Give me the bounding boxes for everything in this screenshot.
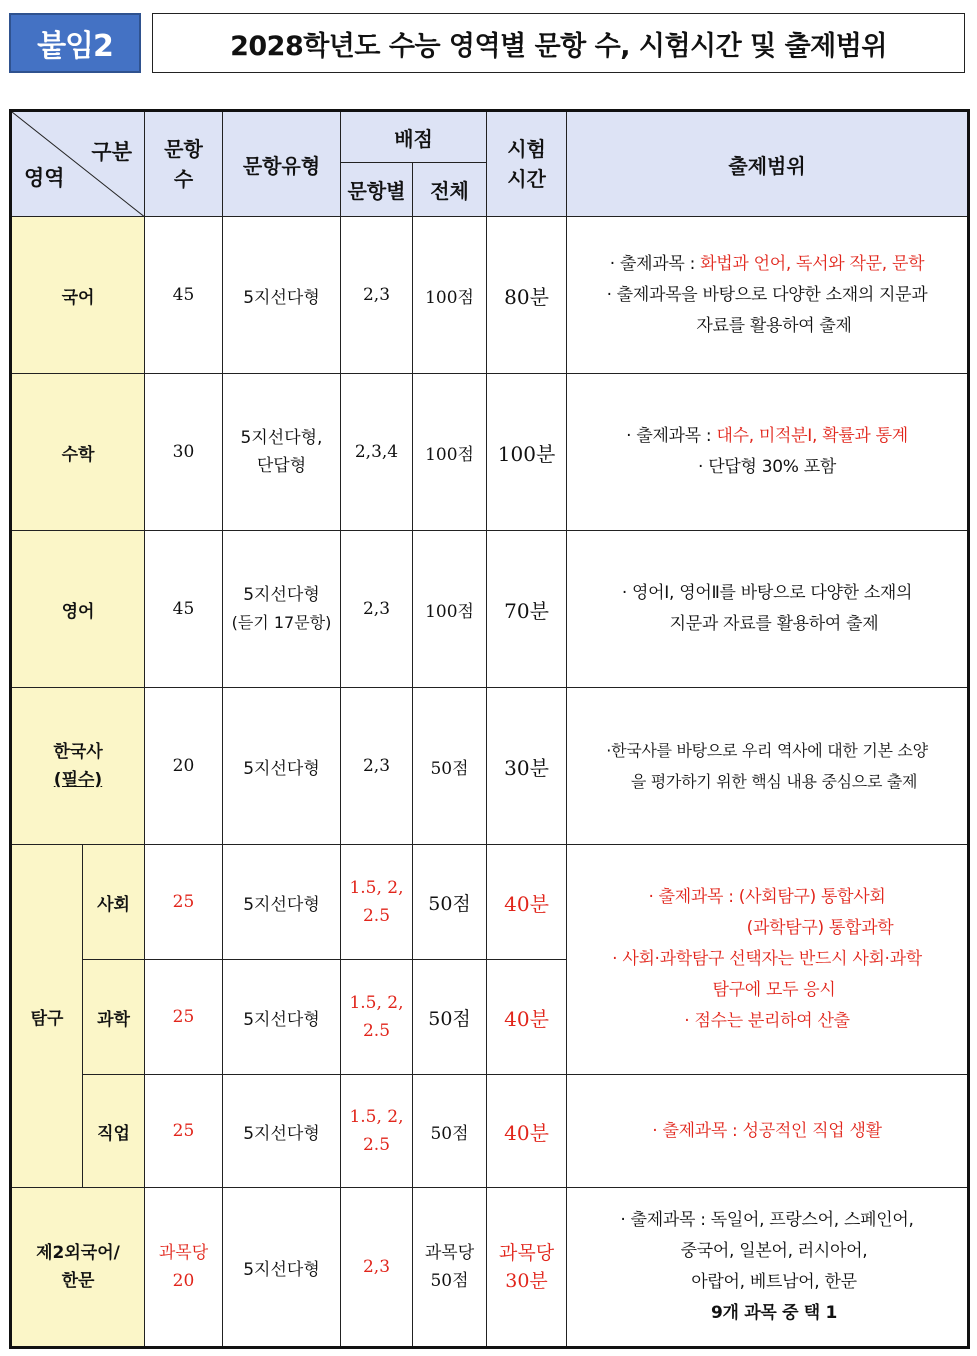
sub-area-vocational: 직업 bbox=[83, 1075, 145, 1188]
score-item-cell: 2,3 bbox=[341, 1188, 413, 1348]
table-row bbox=[11, 374, 969, 531]
area-english: 영어 bbox=[11, 531, 145, 688]
range-cell bbox=[567, 531, 969, 688]
header-range: 출제범위 bbox=[567, 111, 969, 217]
score-text: 1.5, 2, bbox=[349, 878, 404, 898]
header-count: 문항 수 bbox=[145, 111, 223, 217]
range-text: 9개 과목 중 택 1 bbox=[710, 1303, 838, 1323]
area-math: 수학 bbox=[11, 374, 145, 531]
area-inquiry: 탐구 bbox=[11, 845, 83, 1188]
area-required-label: (필수) bbox=[53, 770, 103, 790]
range-text: 탐구에 모두 응시 bbox=[712, 980, 836, 1000]
table-row bbox=[11, 217, 969, 374]
time-cell: 80분 bbox=[487, 217, 567, 374]
type-cell: 5지선다형 bbox=[223, 688, 341, 845]
range-text: 지문과 자료를 활용하여 출제 bbox=[669, 614, 879, 634]
table-row bbox=[11, 688, 969, 845]
range-text: · 출제과목 : bbox=[609, 253, 701, 274]
header-time: 시험 시간 bbox=[487, 111, 567, 217]
corner-label-category: 구분 bbox=[91, 140, 132, 164]
time-cell: 100분 bbox=[487, 374, 567, 531]
score-text: 1.5, 2, bbox=[349, 993, 404, 1013]
type-cell: 5지선다형 bbox=[223, 1075, 341, 1188]
range-cell bbox=[567, 217, 969, 374]
header-score-total: 전체 bbox=[413, 163, 487, 217]
score-text: 2.5 bbox=[362, 1135, 391, 1155]
time-text: 30분 bbox=[505, 1270, 548, 1292]
range-text: · 단답형 30% 포함 bbox=[698, 457, 836, 477]
table-row bbox=[11, 845, 969, 960]
area-label: 한국사 bbox=[53, 742, 103, 762]
range-text: · 출제과목을 바탕으로 다양한 소재의 지문과 bbox=[606, 284, 928, 305]
range-cell bbox=[567, 374, 969, 531]
count-cell: 45 bbox=[145, 531, 223, 688]
range-cell bbox=[567, 845, 969, 1075]
score-total-cell: 50점 bbox=[413, 1075, 487, 1188]
area-foreign-language bbox=[11, 1188, 145, 1348]
count-cell: 25 bbox=[145, 960, 223, 1075]
time-text: 과목당 bbox=[498, 1242, 555, 1264]
range-text: 아랍어, 베트남어, 한문 bbox=[691, 1272, 857, 1292]
range-text: ·한국사를 바탕으로 우리 역사에 대한 기본 소양 bbox=[606, 741, 928, 760]
type-cell bbox=[223, 531, 341, 688]
score-text: 과목당 bbox=[424, 1243, 475, 1263]
time-cell: 40분 bbox=[487, 960, 567, 1075]
score-text: 50점 bbox=[430, 1271, 469, 1291]
area-label: 제2외국어/ bbox=[36, 1243, 120, 1263]
range-text: · 출제과목 : 성공적인 직업 생활 bbox=[652, 1120, 882, 1141]
score-text: 2.5 bbox=[362, 1021, 391, 1041]
score-item-cell: 2,3,4 bbox=[341, 374, 413, 531]
range-text: · 사회·과학탐구 선택자는 반드시 사회·과학 bbox=[612, 949, 922, 969]
area-label: 한문 bbox=[61, 1271, 95, 1291]
count-cell: 25 bbox=[145, 1075, 223, 1188]
type-cell: 5지선다형 bbox=[223, 845, 341, 960]
corner-label-area: 영역 bbox=[24, 166, 65, 190]
range-text: · 영어Ⅰ, 영어Ⅱ를 바탕으로 다양한 소재의 bbox=[621, 583, 913, 603]
range-text: (과학탐구) 통합과학 bbox=[746, 918, 894, 938]
header-score-item: 문항별 bbox=[341, 163, 413, 217]
table-row bbox=[11, 531, 969, 688]
header-score: 배점 bbox=[341, 111, 487, 163]
time-cell: 40분 bbox=[487, 845, 567, 960]
table-row bbox=[11, 1075, 969, 1188]
page-title: 2028학년도 수능 영역별 문항 수, 시험시간 및 출제범위 bbox=[152, 13, 965, 73]
header-type: 문항유형 bbox=[223, 111, 341, 217]
count-cell: 20 bbox=[145, 688, 223, 845]
range-cell bbox=[567, 688, 969, 845]
score-text: 1.5, 2, bbox=[349, 1107, 404, 1127]
score-item-cell: 2,3 bbox=[341, 688, 413, 845]
range-text: 중국어, 일본어, 러시아어, bbox=[680, 1241, 868, 1261]
range-text: · 점수는 분리하여 산출 bbox=[684, 1011, 850, 1031]
score-item-cell: 2,3 bbox=[341, 531, 413, 688]
exam-table bbox=[9, 109, 970, 1349]
time-cell: 30분 bbox=[487, 688, 567, 845]
time-cell bbox=[487, 1188, 567, 1348]
count-cell: 25 bbox=[145, 845, 223, 960]
time-cell: 40분 bbox=[487, 1075, 567, 1188]
range-subjects: 화법과 언어, 독서와 작문, 문학 bbox=[700, 253, 925, 274]
range-cell bbox=[567, 1188, 969, 1348]
score-total-cell: 50점 bbox=[413, 960, 487, 1075]
area-korean: 국어 bbox=[11, 217, 145, 374]
attachment-badge: 붙임2 bbox=[9, 13, 141, 73]
range-text: · 출제과목 : bbox=[626, 426, 717, 446]
range-text: 자료를 활용하여 출제 bbox=[696, 315, 852, 336]
type-cell: 5지선다형 bbox=[223, 217, 341, 374]
header-corner bbox=[11, 111, 145, 217]
type-cell: 5지선다형 bbox=[223, 1188, 341, 1348]
count-text: 과목당 bbox=[158, 1243, 209, 1263]
score-item-cell bbox=[341, 1075, 413, 1188]
range-text: · 출제과목 : (사회탐구) 통합사회 bbox=[648, 887, 886, 907]
type-text: 5지선다형, bbox=[240, 428, 323, 448]
area-history bbox=[11, 688, 145, 845]
table-row bbox=[11, 1188, 969, 1348]
sub-area-science: 과학 bbox=[83, 960, 145, 1075]
range-subjects: 대수, 미적분Ⅰ, 확률과 통계 bbox=[716, 426, 908, 446]
type-text: (듣기 17문항) bbox=[231, 613, 332, 632]
score-item-cell bbox=[341, 960, 413, 1075]
score-text: 2.5 bbox=[362, 906, 391, 926]
score-total-cell: 50점 bbox=[413, 845, 487, 960]
type-cell bbox=[223, 374, 341, 531]
score-total-cell bbox=[413, 1188, 487, 1348]
count-text: 20 bbox=[172, 1271, 195, 1291]
score-item-cell: 2,3 bbox=[341, 217, 413, 374]
type-text: 단답형 bbox=[256, 456, 307, 476]
score-total-cell: 100점 bbox=[413, 531, 487, 688]
count-cell: 45 bbox=[145, 217, 223, 374]
count-cell: 30 bbox=[145, 374, 223, 531]
score-total-cell: 100점 bbox=[413, 217, 487, 374]
range-text: 을 평가하기 위한 핵심 내용 중심으로 출제 bbox=[630, 772, 918, 791]
type-cell: 5지선다형 bbox=[223, 960, 341, 1075]
score-item-cell bbox=[341, 845, 413, 960]
score-total-cell: 50점 bbox=[413, 688, 487, 845]
type-text: 5지선다형 bbox=[243, 585, 320, 605]
range-cell bbox=[567, 1075, 969, 1188]
time-cell: 70분 bbox=[487, 531, 567, 688]
count-cell bbox=[145, 1188, 223, 1348]
range-text: · 출제과목 : 독일어, 프랑스어, 스페인어, bbox=[620, 1210, 914, 1230]
score-total-cell: 100점 bbox=[413, 374, 487, 531]
sub-area-social: 사회 bbox=[83, 845, 145, 960]
